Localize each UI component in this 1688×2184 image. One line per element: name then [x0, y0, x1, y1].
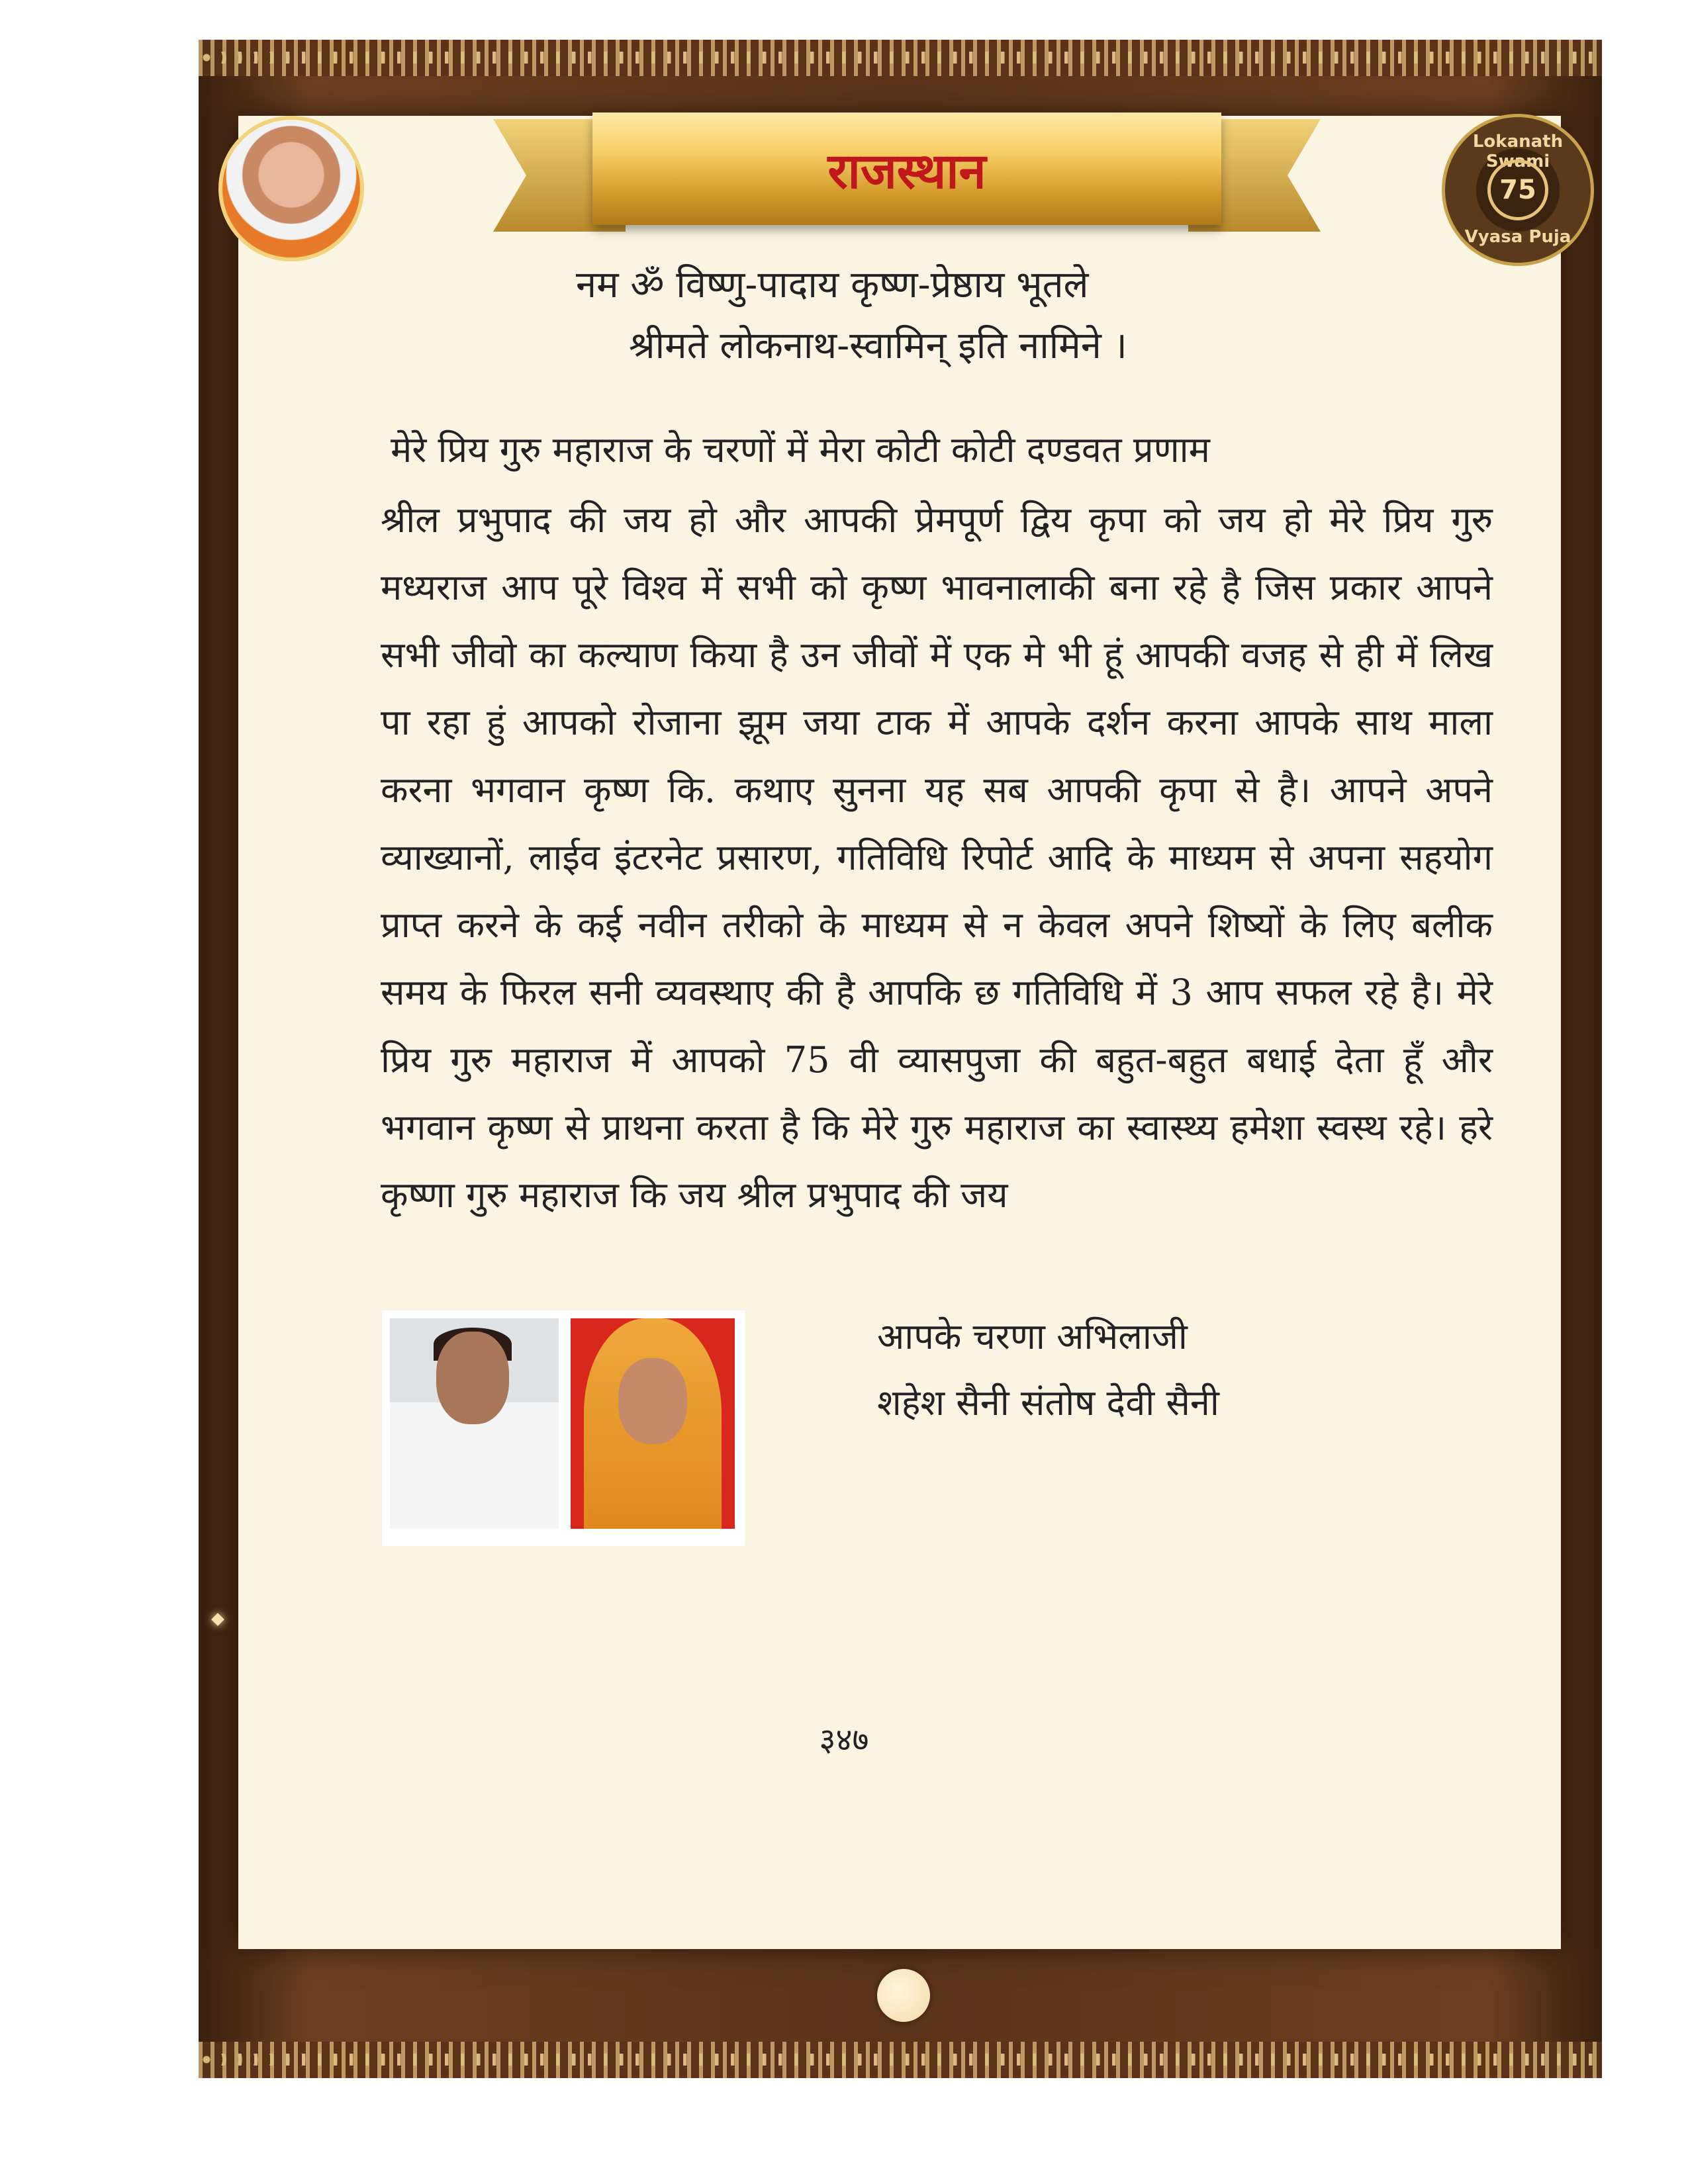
photo-man	[390, 1318, 559, 1529]
top-border-pattern	[199, 40, 1602, 76]
devotee-photos	[382, 1310, 745, 1546]
page-title: राजस्थान	[827, 142, 986, 200]
seal-ring-top: Lokanath Swami	[1472, 132, 1564, 171]
photo-woman	[571, 1318, 735, 1529]
mantra-line-2: श्रीमते लोकनाथ-स्वामिन् इति नामिने ।	[629, 324, 1127, 367]
letter-body: श्रील प्रभुपाद की जय हो और आपकी प्रेमपूर्ण द्विय कृपा को जय हो मेरे प्रिय गुरु मध्यराज आप पूरे विश्व में सभी को कृष्ण भावनालाकी बना रहे है जिस प्रकार आपने सभी जीवो का कल्याण किया है उन जीवों में एक मे भी हूं आपकी वजह से ही में लिख पा रहा हुं आपको रोजाना झूम जया टाक में आपके दर्शन करना आपके साथ माला करना भगवान कृष्ण कि. कथाए सुनना यह सब आपकी कृपा से है। आपने अपने व्याख्यानों, लाईव इंटरनेट प्रसारण, गतिविधि रिपोर्ट आदि के माध्यम से अपना सहयोग प्राप्त करने के कई नवीन तरीको के माध्यम से न केवल अपने शिष्यों के लिए बलीक समय के फिरल सनी व्यवस्थाए की है आपकि छ गतिविधि में 3 आप सफल रहे है। मेरे प्रिय गुरु महाराज में आपको 75 वी व्यासपुजा की बहुत-बहुत बधाई देता हूँ और भगवान कृष्ण से प्राथना करता है कि मेरे गुरु महाराज का स्वास्थ्य हमेशा स्वस्थ रहे। हरे कृष्णा गुरु महाराज कि जय श्रील प्रभुपाद की जय	[381, 499, 1493, 1216]
decorative-knob	[877, 1969, 930, 2022]
bottom-border-pattern	[199, 2042, 1602, 2078]
page-number: ३४७	[819, 1721, 869, 1758]
letter-greeting: मेरे प्रिय गुरु महाराज के चरणों में मेरा कोटी कोटी दण्डवत प्रणाम	[391, 429, 1210, 471]
vyasa-puja-seal	[1442, 114, 1594, 266]
guru-portrait	[218, 116, 364, 261]
title-ribbon	[493, 93, 1321, 245]
closing-line: आपके चरणा अभिलाजी	[877, 1316, 1188, 1357]
signature-block	[877, 1304, 1219, 1436]
ribbon-face	[592, 113, 1221, 225]
mantra-line-1: नम ॐ विष्णु-पादाय कृष्ण-प्रेष्ठाय भूतले	[576, 263, 1089, 306]
seal-number: 75	[1487, 159, 1548, 220]
seal-ring-bottom: Vyasa Puja	[1464, 227, 1571, 247]
pranam-mantra	[576, 255, 1127, 377]
signatory-names: शहेश सैनी संतोष देवी सैनी	[877, 1382, 1219, 1424]
